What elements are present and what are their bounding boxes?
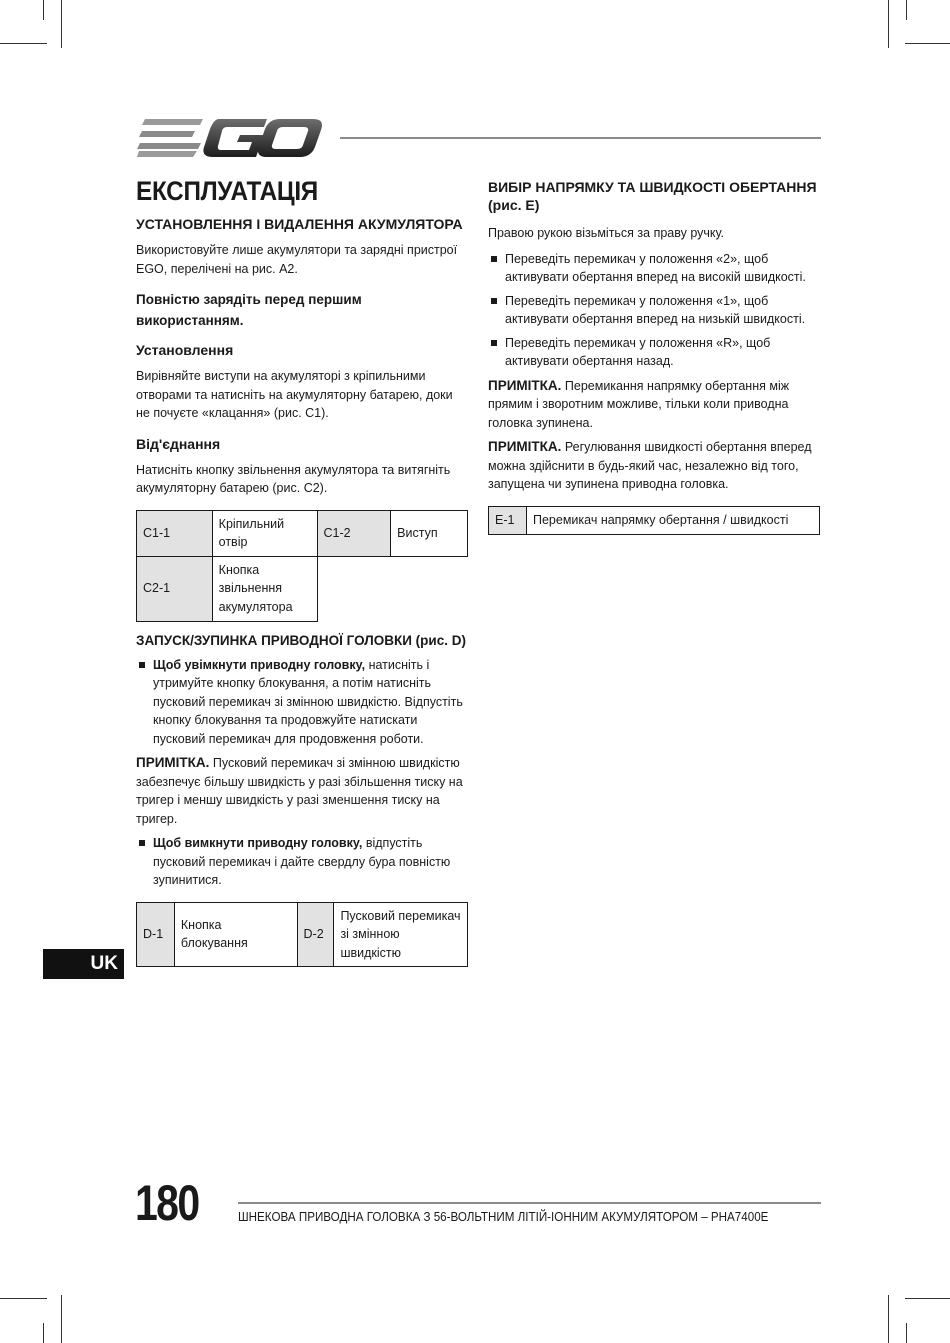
table-cell: Перемикач напрямку обертання / швидкості <box>527 506 820 534</box>
table-cell: Пусковий перемикач зі змінною швидкістю <box>334 902 468 967</box>
charge-note: Повністю зарядіть перед першим використанням. <box>136 292 362 328</box>
table-cell: Виступ <box>391 510 468 556</box>
start-stop-list <box>136 656 468 749</box>
section-heading-battery: УСТАНОВЛЕННЯ І ВИДАЛЕННЯ АКУМУЛЯТОРА <box>136 216 463 232</box>
crop-mark <box>906 0 907 20</box>
page-number: 180 <box>135 1175 199 1231</box>
table-row <box>137 902 468 967</box>
note-trigger: ПРИМІТКА. Пусковий перемикач зі змінною швидкістю забезпечує більшу швидкість у разі збільшення тиску на тригер і меншу швидкість у разі зменшення тиску на тригер. <box>136 755 463 826</box>
list-item: Переведіть перемикач у положення «R», щоб активувати обертання назад. <box>488 334 821 371</box>
crop-mark <box>888 1295 889 1343</box>
table-e <box>488 506 820 535</box>
crop-mark <box>0 43 47 44</box>
detach-heading: Від'єднання <box>136 435 221 452</box>
crop-mark <box>905 1298 950 1299</box>
note-speed: ПРИМІТКА. Регулювання швидкості обертання вперед можна здійснити в будь-який час, незалежно від того, запущена чи зупинена приводна головка. <box>488 439 812 491</box>
crop-mark <box>61 1295 62 1343</box>
list-item: Переведіть перемикач у положення «1», щоб активувати обертання вперед на низькій швидкості. <box>488 292 821 329</box>
footer-title: ШНЕКОВА ПРИВОДНА ГОЛОВКА З 56-ВОЛЬТНИМ ЛІТІЙ-ІОННИМ АКУМУЛЯТОРОМ – PHA7400E <box>238 1210 769 1224</box>
detach-text: Натисніть кнопку звільнення акумулятора та витягніть акумуляторну батарею (рис. C2). <box>136 462 451 495</box>
table-row <box>489 506 820 534</box>
footer-rule <box>238 1202 821 1204</box>
note-direction: ПРИМІТКА. Перемикання напрямку обертання між прямим і зворотним можливе, тільки коли приводна головка зупинена. <box>488 377 790 430</box>
right-column <box>488 178 821 535</box>
list-item: Щоб увімкнути приводну головку, натисніть і утримуйте кнопку блокування, а потім натисніть пусковий перемикач зі змінною швидкістю. Відпустіть кнопку блокування та продовжуйте натискати пусковий перемикач для продовження роботи. <box>136 656 468 749</box>
bullet-icon <box>139 840 145 846</box>
direction-intro: Правою рукою візьміться за праву ручку. <box>488 226 724 240</box>
table-cell: Кнопка блокування <box>174 902 297 967</box>
table-row <box>137 556 468 621</box>
crop-mark <box>0 1298 47 1299</box>
ego-logo <box>137 116 322 160</box>
table-cell: Кріпильний отвір <box>212 510 317 556</box>
table-cell: C1-1 <box>137 510 213 556</box>
stop-list <box>136 834 468 890</box>
crop-mark <box>61 0 62 48</box>
bullet-icon <box>491 256 497 262</box>
table-cell: D-2 <box>297 902 334 967</box>
table-c <box>136 510 468 622</box>
crop-mark <box>906 1323 907 1343</box>
direction-list <box>488 250 821 371</box>
table-cell: C1-2 <box>317 510 391 556</box>
section-heading-start-stop: ЗАПУСК/ЗУПИНКА ПРИВОДНОЇ ГОЛОВКИ (рис. D) <box>136 632 466 648</box>
install-text: Вирівняйте виступи на акумуляторі з кріпильними отворами та натисніть на акумуляторну батарею, доки не почуєте «клацання» (рис. C1). <box>136 369 453 420</box>
bullet-icon <box>139 662 145 668</box>
bullet-icon <box>491 340 497 346</box>
battery-intro: Використовуйте лише акумулятори та зарядні пристрої EGO, перелічені на рис. A2. <box>136 243 458 276</box>
left-column <box>136 176 468 967</box>
page-title: ЕКСПЛУАТАЦІЯ <box>136 176 319 206</box>
section-heading-direction: ВИБІР НАПРЯМКУ ТА ШВИДКОСТІ ОБЕРТАННЯ (рис. E) <box>488 179 817 213</box>
install-heading: Установлення <box>136 342 234 358</box>
crop-mark <box>905 43 950 44</box>
table-cell-empty <box>317 556 468 621</box>
table-cell: D-1 <box>137 902 175 967</box>
table-cell: Кнопка звільнення акумулятора <box>212 556 317 621</box>
header-rule <box>340 137 821 139</box>
crop-mark <box>43 0 44 20</box>
table-d <box>136 902 468 968</box>
table-row <box>137 510 468 556</box>
table-cell: E-1 <box>489 506 527 534</box>
crop-mark <box>888 0 889 48</box>
crop-mark <box>43 1323 44 1343</box>
language-tab: UK <box>43 949 124 979</box>
list-item: Щоб вимкнути приводну головку, відпустіть пусковий перемикач і дайте свердлу бура повністю зупинитися. <box>136 834 468 890</box>
list-item: Переведіть перемикач у положення «2», щоб активувати обертання вперед на високій швидкості. <box>488 250 821 287</box>
bullet-icon <box>491 298 497 304</box>
table-cell: C2-1 <box>137 556 213 621</box>
